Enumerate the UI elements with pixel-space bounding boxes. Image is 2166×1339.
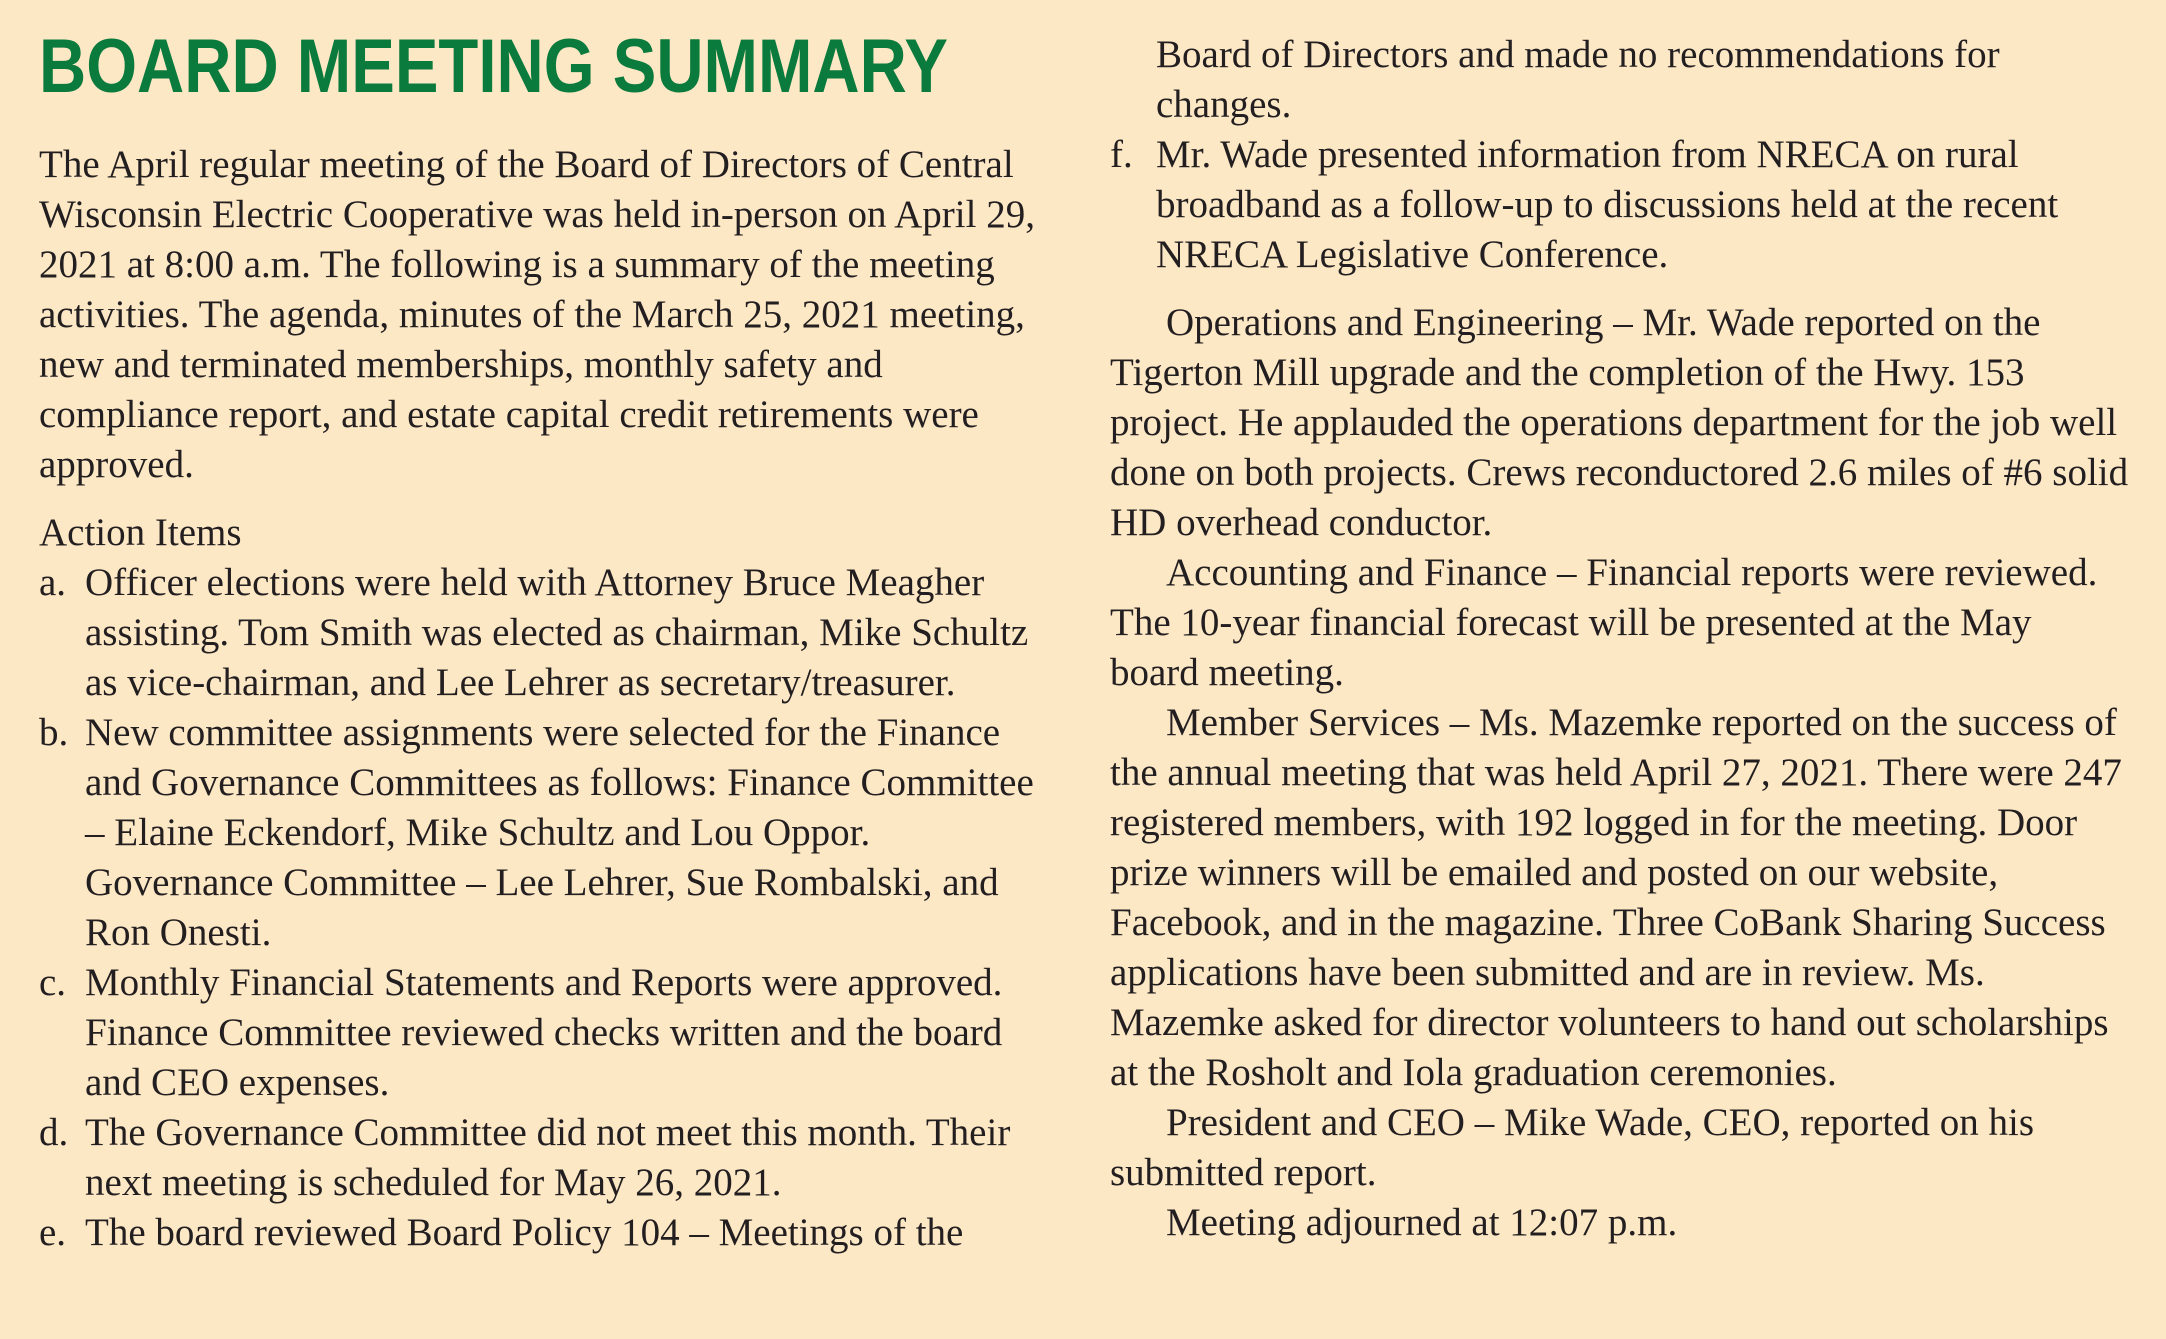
list-marker: f. (1110, 133, 1133, 176)
action-items-list (39, 558, 1059, 1258)
list-marker: c. (39, 961, 67, 1004)
adjournment-note: Meeting adjourned at 12:07 p.m. (1166, 1201, 1678, 1244)
action-item-f (1110, 130, 2130, 280)
action-items-list-continued (1110, 130, 2130, 280)
action-item-a (39, 558, 1059, 708)
article-title: BOARD MEETING SUMMARY (39, 24, 948, 109)
right-column (1110, 30, 2130, 1248)
member-services-report: Member Services – Ms. Mazemke reported on the success of the annual meeting that was held April 27, 2021. There were 247 registered members, with 192 logged in for the meeting. Door prize winners will be emailed and posted on our website, Facebook, and in the magazine. Three CoBank Sharing Success applications have been submitted and are in review. Ms. Mazemke asked for director volunteers to hand out scholarships at the Rosholt and Iola graduation ceremonies. (1110, 701, 2122, 1094)
list-marker: d. (39, 1111, 69, 1154)
action-item-d (39, 1108, 1059, 1208)
list-marker: b. (39, 711, 69, 754)
list-item-text: Mr. Wade presented information from NRECA on rural broadband as a follow-up to discussions held at the recent NRECA Legislative Conference. (1156, 133, 2059, 276)
action-item-c (39, 958, 1059, 1108)
action-item-b (39, 708, 1059, 958)
list-marker: a. (39, 561, 67, 604)
president-ceo-report: President and CEO – Mike Wade, CEO, reported on his submitted report. (1110, 1101, 2035, 1194)
operations-engineering-report: Operations and Engineering – Mr. Wade reported on the Tigerton Mill upgrade and the completion of the Hwy. 153 project. He applauded the operations department for the job well done on both projects. Crews reconductored 2.6 miles of #6 solid HD overhead conductor. (1110, 301, 2129, 544)
list-item-text: Officer elections were held with Attorney Bruce Meagher assisting. Tom Smith was elected as chairman, Mike Schultz as vice-chairman, and Lee Lehrer as secretary/treasurer. (85, 561, 1029, 704)
intro-paragraph: The April regular meeting of the Board of Directors of Central Wisconsin Electric Cooperative was held in-person on April 29, 2021 at 8:00 a.m. The following is a summary of the meeting activities. The agenda, minutes of the March 25, 2021 meeting, new and terminated memberships, monthly safety and compliance report, and estate capital credit retirements were approved. (39, 143, 1035, 486)
left-column (39, 20, 1059, 1258)
action-items-heading: Action Items (39, 511, 242, 554)
list-item-text: New committee assignments were selected for the Finance and Governance Committees as follows: Finance Committee – Elaine Eckendorf, Mike Schultz and Lou Oppor. Governance Committee – Lee Lehrer, Sue Rombalski, and Ron Onesti. (85, 711, 1034, 954)
action-item-e (39, 1208, 1059, 1258)
list-item-text: Monthly Financial Statements and Reports were approved. Finance Committee reviewed checks written and the board and CEO expenses. (85, 961, 1003, 1104)
list-marker: e. (39, 1211, 67, 1254)
accounting-finance-report: Accounting and Finance – Financial reports were reviewed. The 10-year financial forecast will be presented at the May board meeting. (1110, 551, 2098, 694)
list-item-text: The board reviewed Board Policy 104 – Meetings of the (85, 1211, 964, 1254)
action-item-e-continued: Board of Directors and made no recommendations for changes. (1156, 33, 2000, 126)
list-item-text: The Governance Committee did not meet this month. Their next meeting is scheduled for May 26, 2021. (85, 1111, 1011, 1204)
